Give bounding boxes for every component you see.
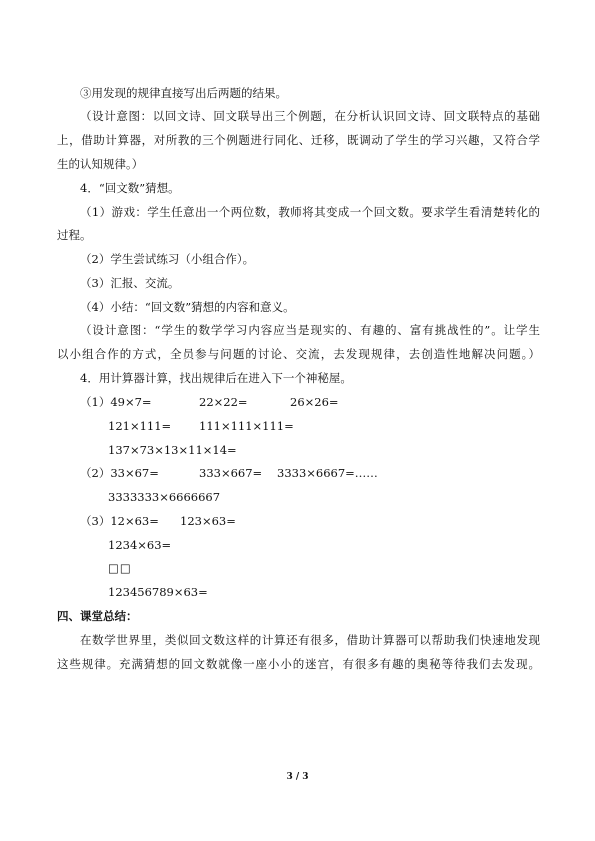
math-item: （3）12×63= [80, 514, 159, 528]
text-line: （3）汇报、交流。 [80, 276, 180, 290]
text-line: （1）游戏：学生任意出一个两位数，教师将其变成一个回文数。要求学生看清楚转化的 [80, 205, 540, 219]
math-item: （1）49×7= [80, 395, 152, 409]
math-item: 26×26= [290, 395, 339, 409]
math-item: 3333×6667=…… [277, 466, 378, 480]
math-item: 111×111×111= [199, 419, 294, 433]
text-line: （2）学生尝试练习（小组合作）。 [80, 252, 255, 266]
math-item: （2）33×67= [80, 466, 159, 480]
text-line: 4．用计算器计算，找出规律后在进入下一个神秘屋。 [80, 371, 352, 385]
text-line: 生的认知规律。） [57, 157, 144, 171]
math-item: 1234×63= [108, 538, 172, 552]
text-line: （设计意图：以回文诗、回文联导出三个例题，在分析认识回文诗、回文联特点的基础 [80, 109, 540, 123]
math-item: 137×73×13×11×14= [108, 443, 237, 457]
text-line: 4．“回文数”猜想。 [80, 181, 180, 195]
math-item: 123×63= [180, 514, 236, 528]
math-item: 333×667= [199, 466, 263, 480]
text-line: 上，借助计算器，对所教的三个例题进行同化、迁移，既调动了学生的学习兴趣，又符合学 [57, 133, 540, 147]
text-line: （设计意图：“学生的数学学习内容应当是现实的、有趣的、富有挑战性的”。让学生 [80, 323, 540, 337]
text-line: 在数学世界里，类似回文数这样的计算还有很多，借助计算器可以帮助我们快速地发现 [80, 633, 540, 647]
text-line: 以小组合作的方式，全员参与问题的讨论、交流，去发现规律，去创造性地解决问题。） [57, 347, 540, 361]
page-number: 3 / 3 [286, 772, 309, 782]
math-item: 3333333×6666667 [108, 490, 221, 504]
section-heading: 四、课堂总结： [57, 609, 138, 623]
math-item: 121×111= [108, 419, 172, 433]
text-line: ③用发现的规律直接写出后两题的结果。 [80, 86, 287, 100]
text-line: 过程。 [57, 228, 92, 242]
math-item: 22×22= [199, 395, 248, 409]
text-line: （4）小结：“回文数”猜想的内容和意义。 [80, 300, 295, 314]
math-item: □□ [108, 561, 132, 575]
text-line: 这些规律。充满猜想的回文数就像一座小小的迷宫，有很多有趣的奥秘等待我们去发现。 [57, 657, 540, 671]
math-item: 123456789×63= [108, 585, 208, 599]
